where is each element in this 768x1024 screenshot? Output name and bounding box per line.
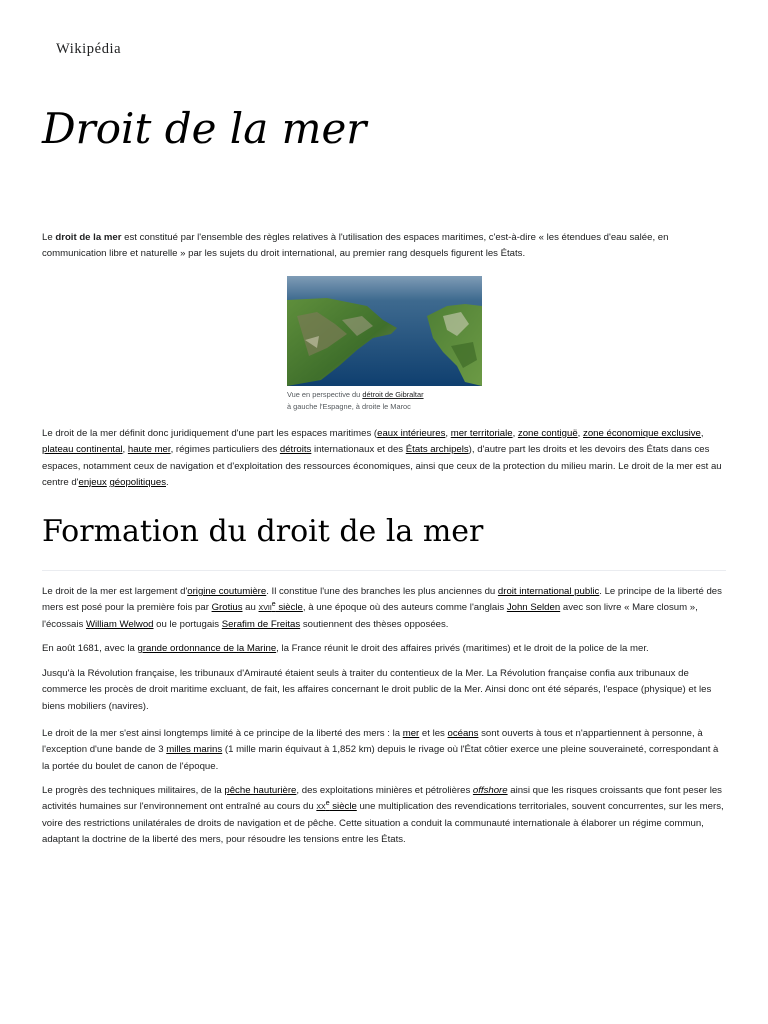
link-grande-ordonnance-de-la-marine[interactable]: grande ordonnance de la Marine <box>137 643 277 654</box>
section-heading-formation: Formation du droit de la mer <box>42 514 484 549</box>
link-offshore[interactable]: offshore <box>472 785 508 796</box>
section-paragraph-5: Le progrès des techniques militaires, de la pêche hauturière, des exploitations minières et pétrolières offshore ainsi que les risques croissants que font peser les activités humaines sur l'environnement ont entraîné au cours du $xx^e$ siècle une multiplication des revendications territoriales, souvent concurrentes, sur les mers, voire des restrictions unilatérales de droits de navigation et de pêche. Cette situation a conduit la communauté internationale à élaborer un régime commun, adaptant la doctrine de la liberté des mers, pour résoudre les tensions entre les États. <box>42 785 724 846</box>
link-zone-contigue[interactable]: zone contiguë <box>517 428 578 439</box>
link-detroits[interactable]: détroits <box>279 444 312 456</box>
link-droit-international-public[interactable]: droit international public <box>497 586 600 597</box>
link-xxe-siecle[interactable]: $xx^e$ siècle <box>316 800 357 813</box>
intro-paragraph-2: Le droit de la mer définit donc juridiquement d'une part les espaces maritimes (eaux intérieures, mer territoriale, zone contiguë, zone économique exclusive, plateau continental, haute mer, régimes particuliers des détroits internationaux et des États archipels), d'autre part les droits et les devoirs des États dans ces espaces, notamment ceux de navigation et d'exploitation des ressources économiques, ainsi que ceux de la protection du milieu marin. Le droit de la mer est au centre d'enjeux géopolitiques. <box>42 428 722 489</box>
gibraltar-figure <box>287 276 482 413</box>
intro-paragraph-1: Le droit de la mer est constitué par l'ensemble des règles relatives à l'utilisation des espaces maritimes, c'est-à-dire « les étendues d'eau salée, en communication libre et naturelle » par les sujets du droit international, au premier rang desquels figurent les États. <box>42 232 669 260</box>
link-william-welwod[interactable]: William Welwod <box>85 618 154 630</box>
link-john-selden[interactable]: John Selden <box>506 602 561 614</box>
link-detroit-de-gibraltar[interactable]: détroit de Gibraltar <box>362 390 424 399</box>
section-paragraph-4: Le droit de la mer s'est ainsi longtemps limité à ce principe de la liberté des mers : la mer et les océans sont ouverts à tous et n'appartiennent à personne, à l'exception d'une bande de 3 milles marins (1 mille marin équivaut à 1,852 km) depuis le rivage où l'État côtier exerce une pleine souveraineté, correspondant à la portée du boulet de canon de l'époque. <box>42 728 719 772</box>
section-paragraph-3: Jusqu'à la Révolution française, les tribunaux d'Amirauté étaient seuls à traiter du contentieux de la Mer. La Révolution française confia aux tribunaux de commerce les procès de droit maritime excluant, de fait, les affaires concernant le droit public de la Mer. Ainsi donc ont été séparés, l'espace (physique) et les biens mobiliers (navires). <box>42 668 712 712</box>
link-haute-mer[interactable]: haute mer <box>127 444 171 456</box>
link-mer[interactable]: mer <box>402 728 420 739</box>
link-eaux-interieures[interactable]: eaux intérieures <box>377 428 446 439</box>
bold-term: droit de la mer <box>55 232 122 243</box>
link-zone-economique-exclusive[interactable]: zone économique exclusive <box>583 428 701 439</box>
section-paragraph-2: En août 1681, avec la grande ordonnance de la Marine, la France réunit le droit des affaires privés (maritimes) et le droit de la police de la mer. <box>42 643 649 654</box>
link-geopolitiques[interactable]: géopolitiques <box>109 477 166 489</box>
link-milles-marins[interactable]: milles marins <box>166 744 223 756</box>
link-serafim-de-freitas[interactable]: Serafim de Freitas <box>221 618 301 630</box>
link-mer-territoriale[interactable]: mer territoriale <box>450 428 513 439</box>
link-peche-hauturiere[interactable]: pêche hauturière <box>224 785 297 796</box>
link-etats-archipels[interactable]: États archipels <box>405 444 469 456</box>
page-title: Droit de la mer <box>42 104 367 153</box>
link-origine-coutumiere[interactable]: origine coutumière <box>187 586 267 597</box>
wikipedia-logo[interactable]: Wikipédia <box>56 41 122 57</box>
figure-caption: Vue en perspective du détroit de Gibraltar à gauche l'Espagne, à droite le Maroc <box>287 390 424 411</box>
link-enjeux[interactable]: enjeux <box>78 477 107 489</box>
section-paragraph-1: Le droit de la mer est largement d'origine coutumière. Il constitue l'une des branches les plus anciennes du droit international public. Le principe de la liberté des mers est posé pour la première fois par Grotius au xvii$^e$ siècle, à une époque où des auteurs comme l'anglais John Selden avec son livre « Mare closum », l'écossais William Welwod ou le portugais Serafim de Freitas soutiennent des thèses opposées. <box>42 586 722 630</box>
link-grotius[interactable]: Grotius <box>211 602 243 614</box>
strait-of-gibraltar-image[interactable] <box>287 276 482 386</box>
link-plateau-continental[interactable]: plateau continental <box>42 444 123 456</box>
link-xviie-siecle[interactable]: xvii$^e$ siècle <box>258 601 303 614</box>
heading-divider <box>42 570 726 571</box>
link-oceans[interactable]: océans <box>447 728 479 739</box>
